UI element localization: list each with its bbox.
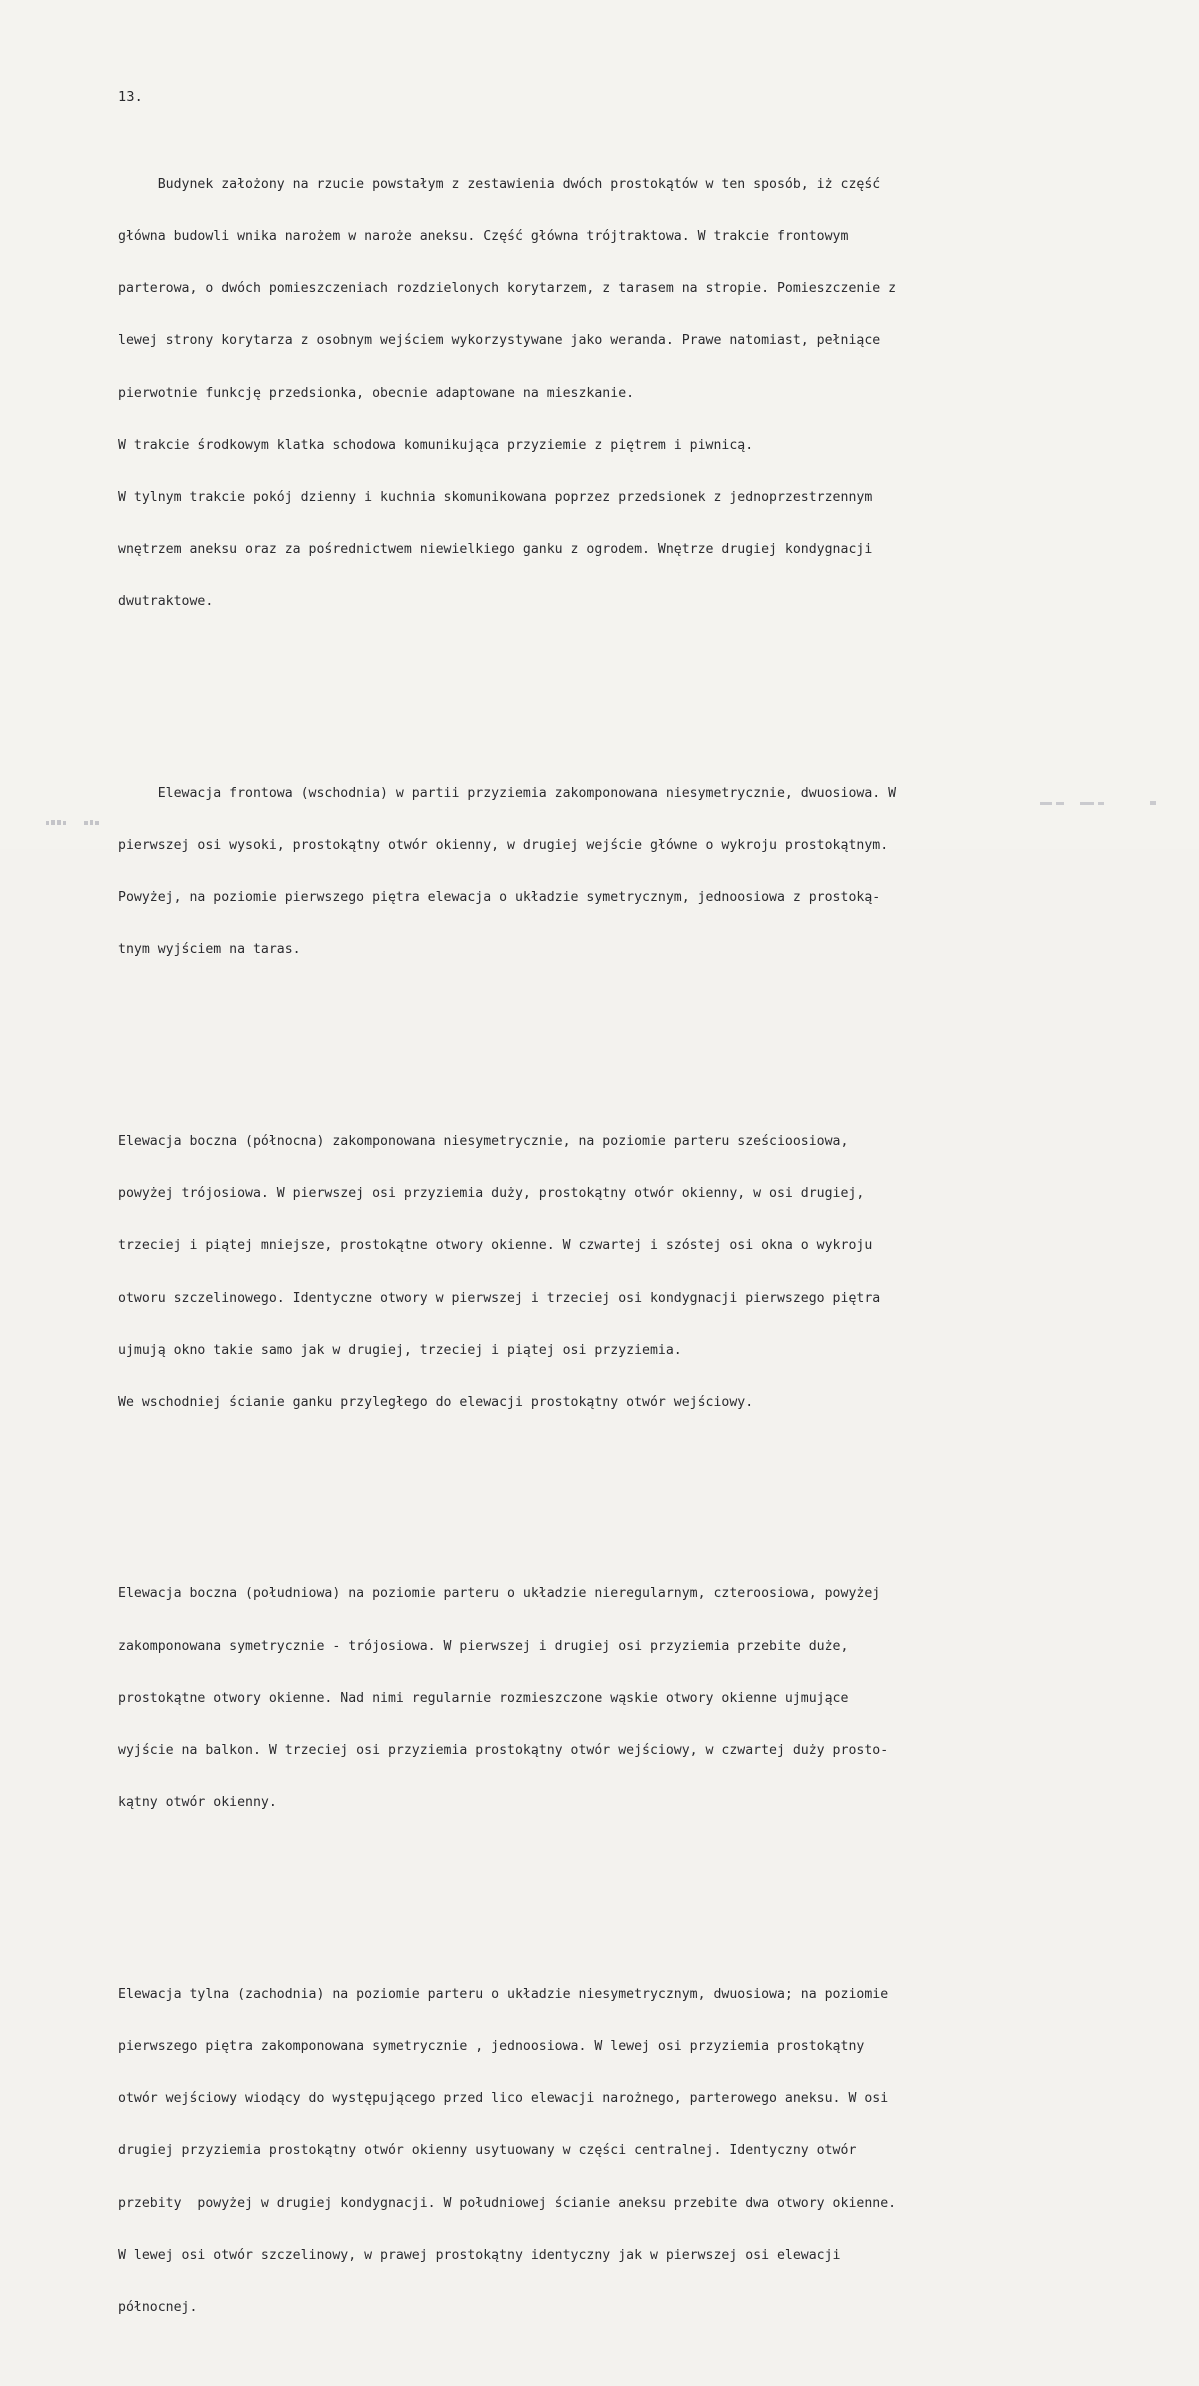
text-line: dwutraktowe. [118,594,214,610]
paragraph-south-elevation [118,1551,1118,1847]
text-line: Budynek założony na rzucie powstałym z zestawienia dwóch prostokątów w ten sposób, iż część [118,176,881,192]
text-line: zakomponowana symetrycznie - trójosiowa. W pierwszej i drugiej osi przyziemia przebite duże, [118,1638,849,1654]
text-line: otwór wejściowy wiodący do występującego przed lico elewacji narożnego, parterowego aneksu. W osi [118,2091,889,2107]
text-line: drugiej przyziemia prostokątny otwór okienny usytuowany w części centralnej. Identyczny otwór [118,2143,857,2159]
text-line: W trakcie środkowym klatka schodowa komunikująca przyziemie z piętrem i piwnicą. [118,437,754,453]
paragraph-layout [118,141,1118,646]
paragraph-spacer [118,1029,1118,1046]
text-line: Powyżej, na poziomie pierwszego piętra elewacja o układzie symetrycznym, jednoosiowa z prostoką- [118,890,881,906]
paragraph-rear-elevation [118,1951,1118,2351]
text-line: We wschodniej ścianie ganku przyległego do elewacji prostokątny otwór wejściowy. [118,1395,754,1411]
text-line: lewej strony korytarza z osobnym wejściem wykorzystywane jako weranda. Prawe natomiast, pełniące [118,333,881,349]
paragraph-front-elevation [118,750,1118,994]
paragraph-north-elevation [118,1098,1118,1446]
text-line: wnętrzem aneksu oraz za pośrednictwem niewielkiego ganku z ogrodem. Wnętrze drugiej kondygnacji [118,542,873,558]
paragraph-spacer [118,1481,1118,1498]
text-line: parterowa, o dwóch pomieszczeniach rozdzielonych korytarzem, z tarasem na stropie. Pomieszczenie z [118,281,897,297]
text-line: Elewacja boczna (północna) zakomponowana niesymetrycznie, na poziomie parteru sześcioosiowa, [118,1133,849,1149]
paragraph-spacer [118,680,1118,697]
page-number: 13. [118,89,143,105]
text-line: trzeciej i piątej mniejsze, prostokątne otwory okienne. W czwartej i szóstej osi okna o wykroju [118,1238,873,1254]
text-line: tnym wyjściem na taras. [118,942,301,958]
text-line: wyjście na balkon. W trzeciej osi przyziemia prostokątny otwór wejściowy, w czwartej duży prosto- [118,1743,889,1759]
text-line: Elewacja tylna (zachodnia) na poziomie parteru o układzie niesymetrycznym, dwuosiowa; na poziomie [118,1986,889,2002]
text-line: kątny otwór okienny. [118,1795,277,1811]
document-body [118,106,1118,2386]
text-line: pierwszej osi wysoki, prostokątny otwór okienny, w drugiej wejście główne o wykroju prostokątnym. [118,838,889,854]
text-line: otworu szczelinowego. Identyczne otwory w pierwszej i trzeciej osi kondygnacji pierwszego piętra [118,1290,881,1306]
text-line: przebity powyżej w drugiej kondygnacji. W południowej ścianie aneksu przebite dwa otwory okienne. [118,2195,897,2211]
text-line: pierwotnie funkcję przedsionka, obecnie adaptowane na mieszkanie. [118,385,635,401]
faded-stamp-mark [46,818,116,828]
faded-archive-mark [1040,799,1170,809]
text-line: Elewacja frontowa (wschodnia) w partii przyziemia zakomponowana niesymetrycznie, dwuosiowa. W [118,785,897,801]
text-line: W tylnym trakcie pokój dzienny i kuchnia skomunikowana poprzez przedsionek z jednoprzestrzennym [118,489,873,505]
text-line: prostokątne otwory okienne. Nad nimi regularnie rozmieszczone wąskie otwory okienne ujmujące [118,1690,849,1706]
text-line: W lewej osi otwór szczelinowy, w prawej prostokątny identyczny jak w pierwszej osi elewacji [118,2247,841,2263]
text-line: pierwszego piętra zakomponowana symetrycznie , jednoosiowa. W lewej osi przyziemia prostokątny [118,2039,865,2055]
text-line: ujmują okno takie samo jak w drugiej, trzeciej i piątej osi przyziemia. [118,1342,682,1358]
text-line: powyżej trójosiowa. W pierwszej osi przyziemia duży, prostokątny otwór okienny, w osi drugiej, [118,1186,865,1202]
text-line: północnej. [118,2300,198,2316]
text-line: główna budowli wnika narożem w naroże aneksu. Część główna trójtraktowa. W trakcie frontowym [118,228,849,244]
text-line: Elewacja boczna (południowa) na poziomie parteru o układzie nieregularnym, czteroosiowa, powyżej [118,1586,881,1602]
paragraph-spacer [118,1881,1118,1898]
